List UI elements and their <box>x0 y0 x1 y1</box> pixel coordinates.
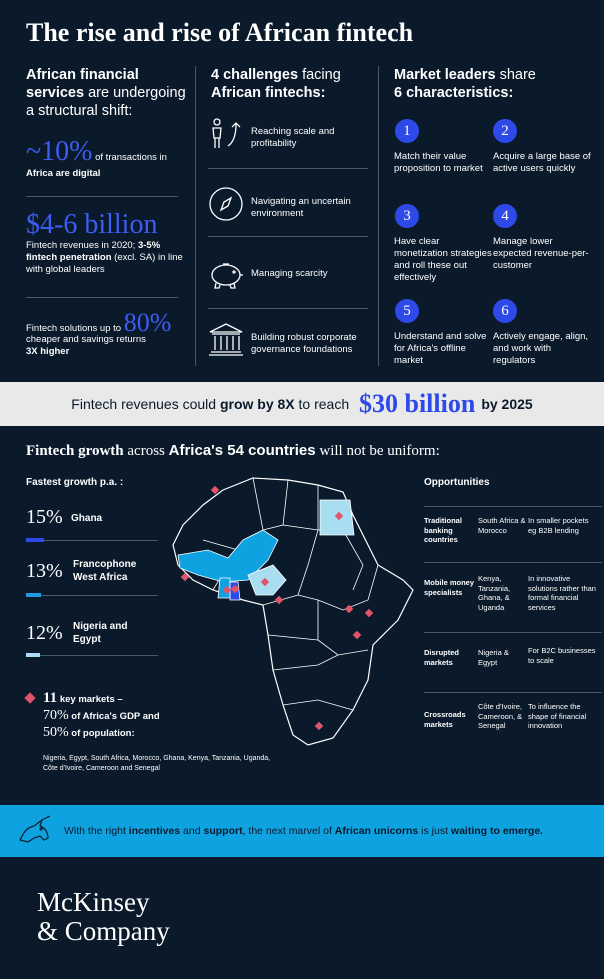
col3-heading-line2: 6 characteristics: <box>394 85 514 101</box>
page-title: The rise and rise of African fintech <box>26 18 414 47</box>
col2-heading-rest: facing <box>298 67 341 83</box>
col2-heading <box>211 66 371 102</box>
characteristic-1-text: Match their value proposition to market <box>394 151 483 174</box>
characteristic-5-number: 5 <box>395 299 419 323</box>
logo-line1: McKinsey <box>37 887 150 917</box>
col3-heading-rest: share <box>495 67 536 83</box>
stat-cheaper-solutions <box>26 308 186 358</box>
growth-heading-p1: Fintech growth <box>26 443 124 459</box>
unicorn-band <box>0 805 604 857</box>
unicorn-icon <box>14 814 64 849</box>
band-amount: $30 billion <box>359 389 476 418</box>
col1-heading <box>26 66 186 120</box>
compass-icon <box>208 186 244 222</box>
institution-icon <box>208 322 244 358</box>
growth-pct-francophone: 13% <box>26 560 63 582</box>
challenge-3-text: Managing scarcity <box>251 268 328 279</box>
divider <box>26 196 178 197</box>
growth-heading <box>26 442 440 460</box>
divider <box>424 632 602 633</box>
stat2-text2: 3-5% fintech penetration <box>26 240 161 263</box>
col3-heading <box>394 66 594 102</box>
key-markets-text3: of population: <box>68 728 135 739</box>
africa-map <box>168 470 418 770</box>
opportunity-row <box>424 574 602 634</box>
stat1-text2: Africa are digital <box>26 168 101 179</box>
opportunity-segment: Crossroads markets <box>424 710 466 729</box>
opportunity-row <box>424 702 602 752</box>
characteristic-2-text: Acquire a large base of active users quickly <box>493 151 591 174</box>
mckinsey-logo <box>37 888 170 946</box>
characteristic-6-number: 6 <box>493 299 517 323</box>
column-divider <box>378 66 379 366</box>
growth-heading-p4: will not be uniform: <box>315 443 440 459</box>
opportunity-countries: Côte d'Ivoire, Cameroon, & Senegal <box>478 702 523 730</box>
scale-growth-icon <box>208 116 244 152</box>
characteristic-4-text: Manage lower expected revenue-per-customer <box>493 236 589 271</box>
unicorn-statement: With the right incentives and support, the next marvel of African unicorns is just waiting to emerge. <box>64 825 544 837</box>
key-markets-pop-pct: 50% <box>43 725 69 740</box>
stat1-text: of transactions in <box>92 152 167 163</box>
growth-heading-p3: Africa's 54 countries <box>168 442 316 459</box>
opportunity-focus: In innovative solutions rather than formal financial services <box>528 574 596 612</box>
stat3-text1: Fintech solutions up to <box>26 323 124 334</box>
opportunity-countries: Kenya, Tanzania, Ghana, & Uganda <box>478 574 511 612</box>
divider <box>424 506 602 507</box>
opportunity-segment: Mobile money specialists <box>424 578 475 597</box>
opportunity-focus: In smaller pockets eg B2B lending <box>528 516 589 535</box>
growth-bar-nigeria-egypt <box>26 653 40 657</box>
opportunity-countries: Nigeria & Egypt <box>478 648 509 667</box>
characteristic-4-number: 4 <box>493 204 517 228</box>
divider <box>26 297 178 298</box>
col3-heading-bold: Market leaders <box>394 67 496 83</box>
stat-fintech-revenues <box>26 210 186 276</box>
growth-pct-nigeria-egypt: 12% <box>26 622 63 644</box>
band-text-post: by 2025 <box>481 396 533 412</box>
growth-label-francophone: Francophone West Africa <box>73 559 137 583</box>
challenge-1-text: Reaching scale and profitability <box>251 126 335 149</box>
opportunity-segment: Disrupted markets <box>424 648 460 667</box>
revenue-growth-band <box>0 382 604 426</box>
opportunity-countries: South Africa & Morocco <box>478 516 526 535</box>
challenge-4-text: Building robust corporate governance foundations <box>251 332 357 355</box>
stat3-number: 80% <box>123 308 172 337</box>
growth-bar-track <box>26 540 158 541</box>
growth-heading-p2: across <box>123 443 169 459</box>
key-markets-text1: key markets – <box>57 694 123 705</box>
divider <box>424 562 602 563</box>
characteristic-3-number: 3 <box>395 204 419 228</box>
divider <box>208 236 368 237</box>
key-markets-gdp-pct: 70% <box>43 708 69 723</box>
col2-heading-line2: African fintechs: <box>211 85 326 101</box>
growth-label-nigeria-egypt: Nigeria and Egypt <box>73 621 128 645</box>
fastest-growth-label: Fastest growth p.a. : <box>26 477 124 488</box>
col1-heading-bold: African financial services <box>26 67 139 101</box>
key-markets-list: Nigeria, Egypt, South Africa, Morocco, Ghana, Kenya, Tanzania, Uganda, Côte d'Ivoire, Cameroon and Senegal <box>43 755 271 772</box>
growth-bar-francophone <box>26 593 41 597</box>
key-markets-text2: of Africa's GDP and <box>68 711 160 722</box>
growth-bar-track <box>26 655 158 656</box>
stat3-text2: cheaper and savings returns <box>26 334 146 345</box>
col1-heading-rest: are undergoing a structural shift: <box>26 85 186 119</box>
growth-bar-track <box>26 595 158 596</box>
characteristic-2-number: 2 <box>493 119 517 143</box>
growth-bar-ghana <box>26 538 44 542</box>
key-markets-count: 11 <box>43 690 58 706</box>
band-text-bold: grow by 8X <box>219 396 295 412</box>
stat-digital-transactions <box>26 136 186 180</box>
band-text-pre: Fintech revenues could <box>71 396 220 412</box>
stat3-text3: 3X higher <box>26 346 70 357</box>
opportunity-focus: For B2C businesses to scale <box>528 646 596 665</box>
divider <box>424 692 602 693</box>
col2-heading-bold: 4 challenges <box>211 67 299 83</box>
band-text-mid: to reach <box>294 396 353 412</box>
stat2-text1: Fintech revenues in 2020; <box>26 240 138 251</box>
divider <box>208 168 368 169</box>
logo-line2: & Company <box>37 916 170 946</box>
opportunity-focus: To influence the shape of financial innovation <box>528 702 587 730</box>
piggy-bank-icon <box>206 256 246 292</box>
opportunities-title: Opportunities <box>424 477 490 488</box>
challenge-2-text: Navigating an uncertain environment <box>251 196 351 219</box>
stat2-text3: (excl. SA) in line with global leaders <box>26 252 183 275</box>
characteristic-1-number: 1 <box>395 119 419 143</box>
divider <box>208 308 368 309</box>
key-market-marker-icon <box>24 692 35 703</box>
opportunity-segment: Traditional banking countries <box>424 516 462 544</box>
growth-pct-ghana: 15% <box>26 506 63 528</box>
characteristic-6-text: Actively engage, align, and work with regulators <box>493 331 589 366</box>
characteristic-3-text: Have clear monetization strategies and roll these out effectively <box>394 236 492 283</box>
opportunity-row <box>424 646 602 686</box>
opportunity-row <box>424 516 602 566</box>
stat2-number: $4-6 billion <box>26 209 158 240</box>
column-divider <box>195 66 196 366</box>
stat1-number: ~10% <box>26 136 93 167</box>
growth-label-ghana: Ghana <box>71 513 103 524</box>
characteristic-5-text: Understand and solve for Africa's offline market <box>394 331 487 366</box>
